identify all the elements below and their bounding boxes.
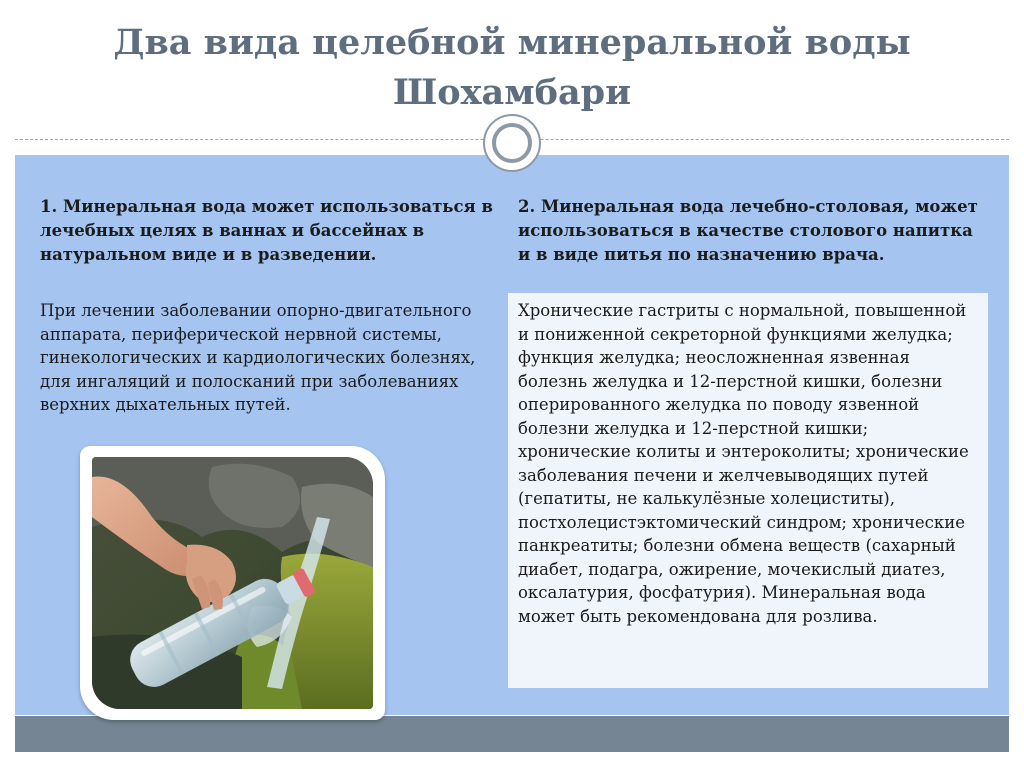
slide-title — [15, 18, 1009, 118]
footer-bar — [15, 716, 1009, 752]
left-body-text: При лечении заболевании опорно-двигательного аппарата, периферической нервной системы, гинекологических и кардиологических болезнях, для ингаляций и полосканий при заболеваниях верхних дыхательных путей. — [40, 301, 476, 414]
right-body-text: Хронические гастриты с нормальной, повышенной и пониженной секреторной функциями желудка; функция желудка; неосложненная язвенная болезнь желудка и 12-перстной кишки, болезни оперированного желудка по поводу язвенной болезни желудка и 12-перстной кишки; хронические колиты и энтероколиты; хронические заболевания печени и желчевыводящих путей (гепатиты, не калькулёзные холециститы), постхолецистэктомический синдром; хронические панкреатиты; болезни обмена веществ (сахарный диабет, подагра, ожирение, мочекислый диатез, оксалатурия, фосфатурия). Минеральная вода может быть рекомендована для розлива. — [518, 301, 969, 626]
left-heading: 1. Минеральная вода может использоваться в лечебных целях в ваннах и бассейнах в натуральном виде и в разведении. — [40, 197, 493, 264]
title-line-1: Два вида целебной минеральной воды — [113, 22, 911, 63]
ring-inner — [492, 123, 532, 163]
right-heading: 2. Минеральная вода лечебно-столовая, может использоваться в качестве столового напитка и в виде питья по назначению врача. — [518, 197, 978, 264]
ring-ornament-icon — [483, 114, 541, 172]
title-line-2: Шохамбари — [392, 72, 632, 113]
water-bottle-photo — [92, 457, 373, 709]
